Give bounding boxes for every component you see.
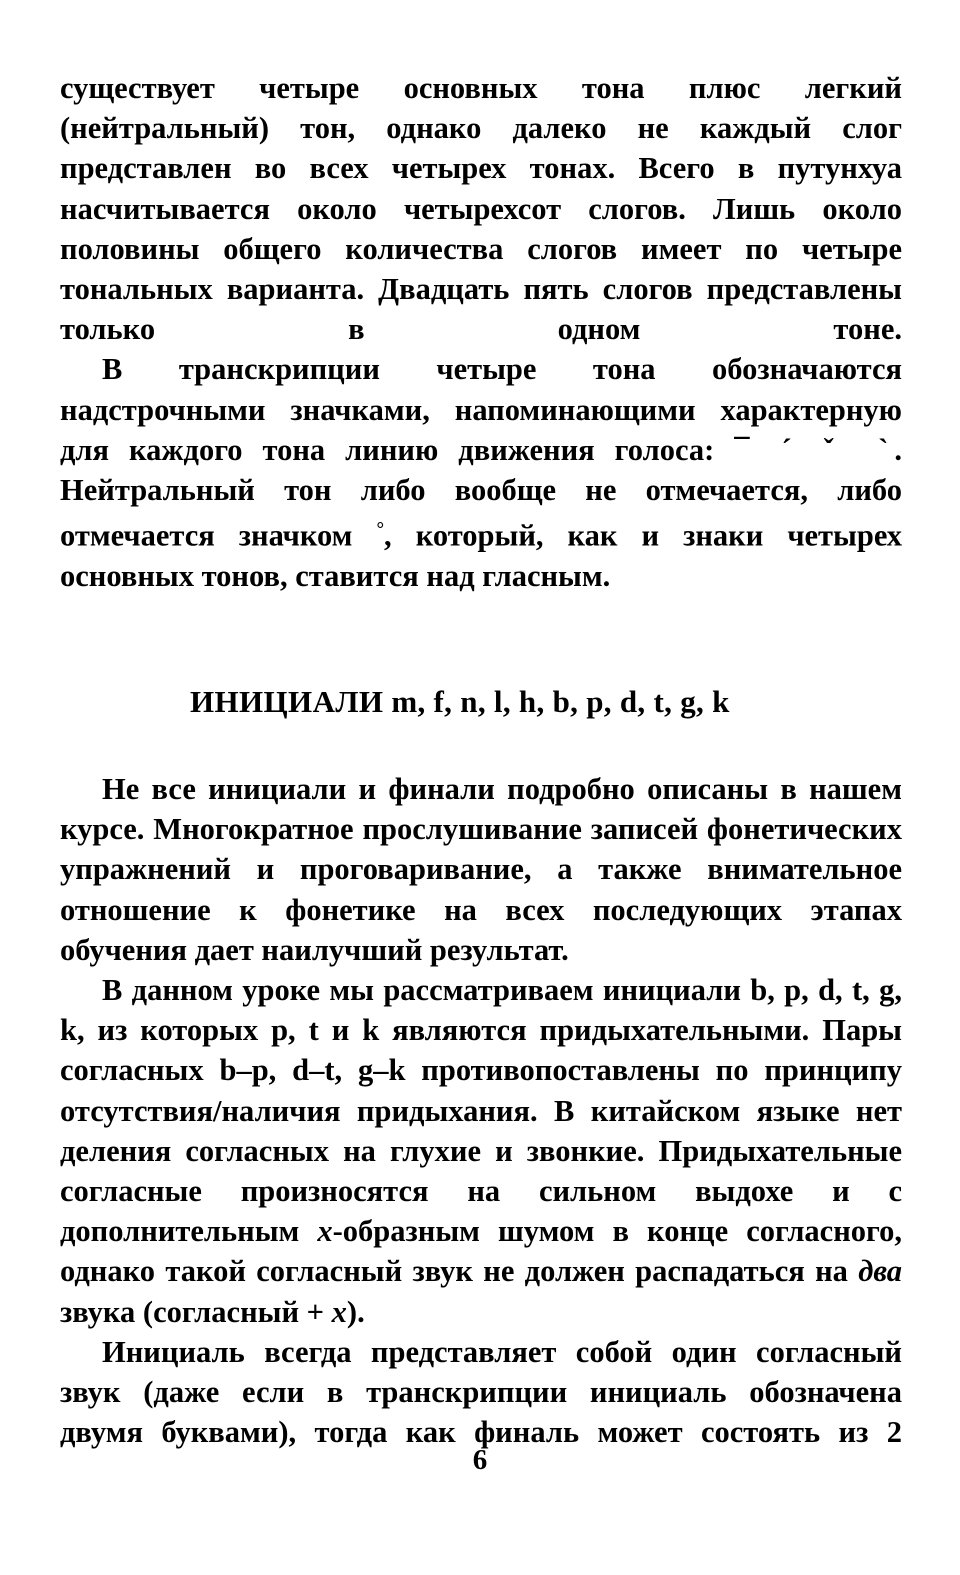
section-heading-block xyxy=(60,682,902,722)
heading-spacer-above xyxy=(60,596,902,682)
paragraph-not-all-initials: Не все инициали и финали подробно описаны в нашем курсе. Многократное прослушивание записей фонетических упражнений и проговаривание, а также внимательное отношение к фонетике на всех последующих этапах обучения дает наилучший результат. xyxy=(60,772,902,967)
paragraph-initial-one-sound: Инициаль всегда представляет собой один согласный звук (даже если в транскрипции инициаль обозначена двумя буквами), тогда как финаль может состоять из 2 xyxy=(60,1334,902,1450)
paragraph-lesson-initials xyxy=(60,970,902,1332)
italic-letter-x-2: x xyxy=(331,1294,347,1329)
paragraph-transcription xyxy=(60,349,902,596)
transcription-text-part-3: , который, как и знаки четырех основных тонов, ставится над гласным. xyxy=(60,518,902,593)
italic-letter-x-1: x xyxy=(317,1214,333,1249)
heading-spacer-below xyxy=(60,722,902,769)
lesson-text-part-4: ). xyxy=(346,1294,365,1329)
section-heading-initials xyxy=(60,682,902,722)
section-heading-cyrillic: ИНИЦИАЛИ xyxy=(190,684,384,720)
lesson-text-part-3: звука (согласный + xyxy=(60,1294,332,1329)
section-heading-latin-letters: m, f, n, l, h, b, p, d, t, g, k xyxy=(391,684,730,720)
transcription-text-part-1: В транскрипции четыре тона обозначаются надстрочными значками, напоминающими характерную для каждого тона линию движения голоса: xyxy=(60,352,902,467)
lesson-text-part-1: В данном уроке мы рассматриваем инициали b, p, d, t, g, k, из которых p, t и k являются придыхательными. Пары согласных b–p, d–t, g–k противопоставлены по принципу отсутствия/наличия придыхания. В китайском языке нет деления согласных на глухие и звонкие. Придыхательные согласные произносятся на сильном выдохе и с дополнительным xyxy=(60,973,902,1249)
tone-marks-glyphs: ¯ ´ ˇ ` xyxy=(734,432,895,467)
paragraph-tones-count: существует четыре основных тона плюс легкий (нейтральный) тон, однако далеко не каждый слог представлен во всех четырех тонах. Всего в путунхуа насчитывается около четырехсот слогов. Лишь около половины общего количества слогов имеет по четыре тональных варианта. Двадцать пять слогов представлены только в одном тоне. xyxy=(60,71,902,347)
neutral-tone-mark-glyph: ° xyxy=(376,519,385,541)
page-number: 6 xyxy=(472,1444,488,1476)
transcription-text-part-2: . Нейтральный тон либо вообще не отмечается, либо отмечается значком xyxy=(60,432,902,553)
lesson-text-part-2: -образным шумом в конце согласного, однако такой согласный звук не должен распадаться на xyxy=(60,1214,903,1289)
text-column xyxy=(60,68,902,1452)
italic-word-dva: два xyxy=(858,1254,902,1289)
